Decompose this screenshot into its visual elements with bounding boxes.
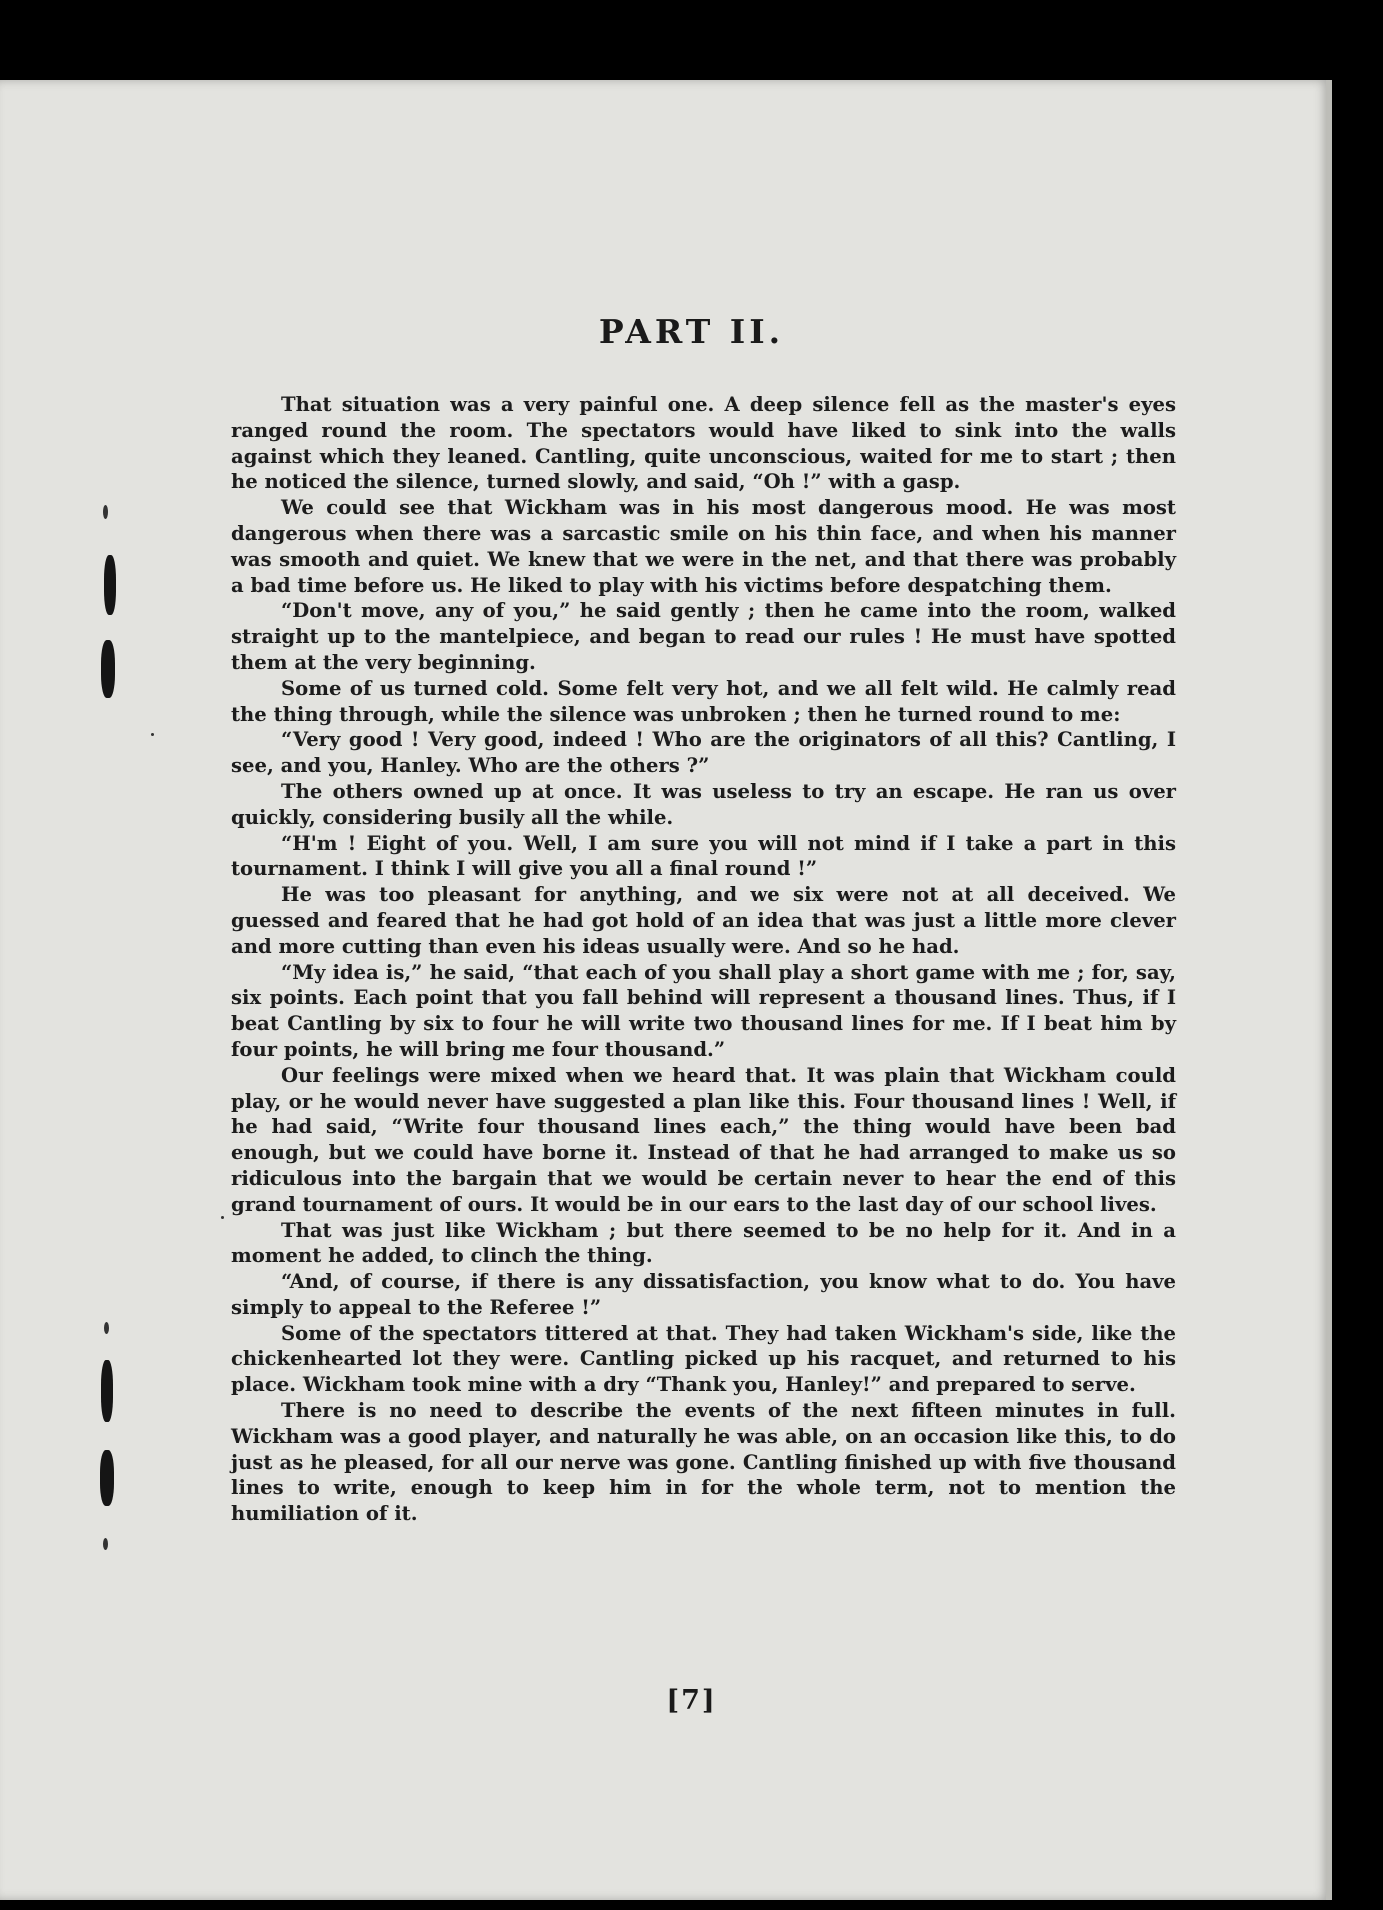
paragraph: “And, of course, if there is any dissatisfaction, you know what to do. You have simply to appeal to the Referee !” xyxy=(231,1270,1176,1319)
paragraph: Our feelings were mixed when we heard that. It was plain that Wickham could play, or he would never have suggested a plan like this. Four thousand lines ! Well, if he had said, “Write four thousand lines each,” the thing would have been bad enough, but we could have borne it. Instead of that he had arranged to make us so ridiculous into the bargain that we would be certain never to hear the end of this grand tournament of ours. It would be in our ears to the last day of our school lives. xyxy=(231,1063,1176,1216)
binding-mark xyxy=(100,1450,114,1506)
page-edge xyxy=(1326,80,1332,1900)
paragraph: That was just like Wickham ; but there seemed to be no help for it. And in a moment he added, to clinch the thing. xyxy=(231,1218,1176,1268)
paragraph: He was too pleasant for anything, and we six were not at all deceived. We guessed and feared that he had got hold of an idea that was just a little more clever and more cutting than even his ideas usually were. And so he had. xyxy=(231,883,1176,958)
paragraph: That situation was a very painful one. A deep silence fell as the master's eyes ranged round the room. The spectators would have liked to sink into the walls against which they leaned. Cantling, quite unconscious, waited for me to start ; then he noticed the silence, turned slowly, and said, “Oh !” with a gasp. xyxy=(231,393,1176,494)
paragraph: Some of us turned cold. Some felt very hot, and we all felt wild. He calmly read the thing through, while the silence was unbroken ; then he turned round to me: xyxy=(231,676,1176,726)
body-text xyxy=(231,392,1176,1527)
paragraph: “H'm ! Eight of you. Well, I am sure you will not mind if I take a part in this tournament. I think I will give you all a final round !” xyxy=(231,831,1176,881)
binding-mark xyxy=(104,555,116,615)
margin-speck xyxy=(151,733,154,736)
margin-speck xyxy=(104,1322,109,1334)
paragraph: “Don't move, any of you,” he said gently ; then he came into the room, walked straight up to the mantelpiece, and began to read our rules ! He must have spotted them at the very beginning. xyxy=(231,599,1176,674)
page-heading: PART II. xyxy=(598,312,785,351)
binding-mark xyxy=(101,1360,113,1422)
margin-speck xyxy=(103,505,108,519)
paragraph: The others owned up at once. It was useless to try an escape. He ran us over quickly, considering busily all the while. xyxy=(231,779,1176,829)
paragraph: Some of the spectators tittered at that. They had taken Wickham's side, like the chickenhearted lot they were. Cantling picked up his racquet, and returned to his place. Wickham took mine with a dry “Thank you, Hanley!” and prepared to serve. xyxy=(231,1321,1176,1397)
paragraph: “Very good ! Very good, indeed ! Who are the originators of all this? Cantling, I see, and you, Hanley. Who are the others ?” xyxy=(231,728,1176,778)
paragraph: There is no need to describe the events of the next fifteen minutes in full. Wickham was a good player, and naturally he was able, on an occasion like this, to do just as he pleased, for all our nerve was gone. Cantling finished up with five thousand lines to write, enough to keep him in for the whole term, not to mention the humiliation of it. xyxy=(231,1399,1176,1526)
binding-mark xyxy=(101,640,115,698)
page-number: [7] xyxy=(666,1685,717,1716)
paragraph: “My idea is,” he said, “that each of you shall play a short game with me ; for, say, six points. Each point that you fall behind will represent a thousand lines. Thus, if I beat Cantling by six to four he will write two thousand lines for me. If I beat him by four points, he will bring me four thousand.” xyxy=(231,960,1176,1061)
margin-speck xyxy=(221,1216,224,1219)
margin-speck xyxy=(103,1538,108,1550)
paragraph: We could see that Wickham was in his most dangerous mood. He was most dangerous when there was a sarcastic smile on his thin face, and when his manner was smooth and quiet. We knew that we were in the net, and that there was probably a bad time before us. He liked to play with his victims before despatching them. xyxy=(231,496,1176,597)
